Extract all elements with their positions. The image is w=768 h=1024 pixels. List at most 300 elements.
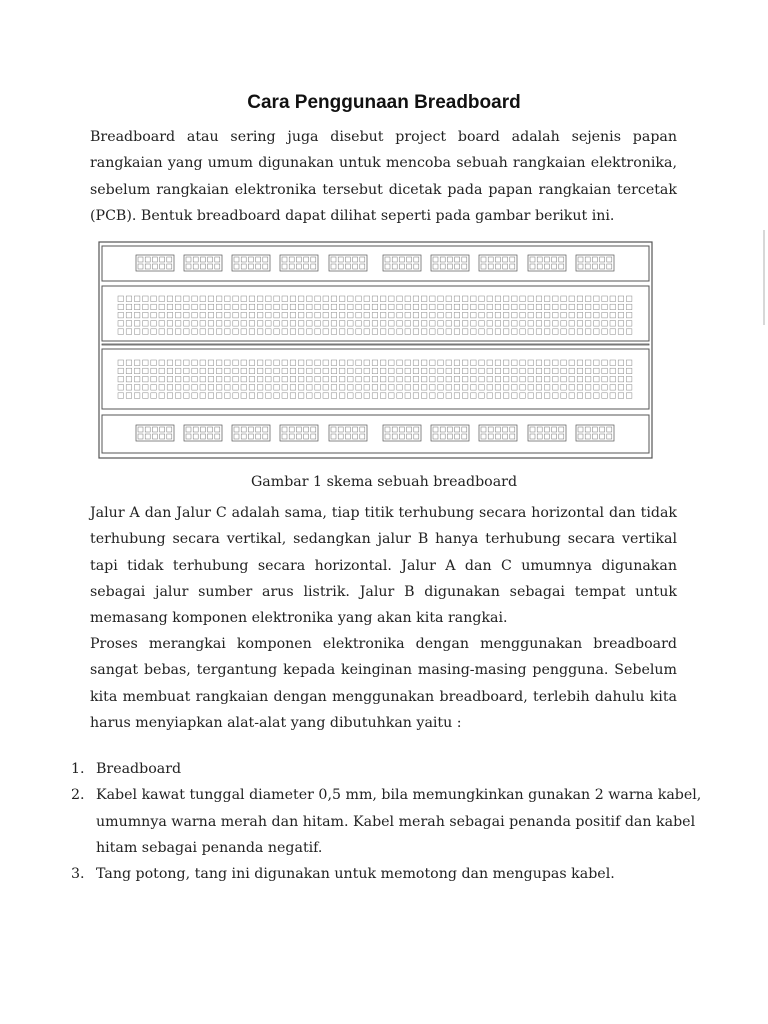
terminal-hole [323, 376, 329, 382]
terminal-hole [389, 304, 395, 310]
terminal-hole [331, 312, 337, 318]
terminal-hole [249, 321, 255, 327]
terminal-hole [520, 368, 526, 374]
terminal-hole [520, 385, 526, 391]
terminal-hole [192, 321, 198, 327]
terminal-hole [225, 296, 231, 302]
terminal-hole [257, 304, 263, 310]
rail-hole [193, 427, 198, 432]
terminal-hole [200, 393, 206, 399]
terminal-hole [118, 321, 124, 327]
terminal-hole [184, 376, 190, 382]
terminal-hole [241, 304, 247, 310]
terminal-hole [372, 385, 378, 391]
terminal-hole [421, 296, 427, 302]
rail-hole [488, 427, 493, 432]
terminal-hole [618, 360, 624, 366]
terminal-hole [520, 312, 526, 318]
rail-hole [544, 434, 549, 439]
terminal-hole [225, 376, 231, 382]
terminal-hole [290, 304, 296, 310]
terminal-hole [339, 376, 345, 382]
terminal-hole [331, 393, 337, 399]
terminal-hole [331, 329, 337, 335]
terminal-hole [553, 304, 559, 310]
rail-hole [289, 434, 294, 439]
terminal-hole [241, 360, 247, 366]
rail-hole [407, 434, 412, 439]
terminal-hole [323, 312, 329, 318]
rail-hole [338, 427, 343, 432]
terminal-hole [143, 329, 149, 335]
terminal-hole [561, 296, 567, 302]
terminal-hole [315, 304, 321, 310]
terminal-hole [536, 312, 542, 318]
rail-hole [248, 264, 253, 269]
terminal-hole [249, 296, 255, 302]
rail-hole [145, 427, 150, 432]
terminal-hole [389, 329, 395, 335]
terminal-hole [585, 360, 591, 366]
page-title: Cara Penggunaan Breadboard [247, 92, 521, 113]
terminal-hole [126, 312, 132, 318]
terminal-hole [462, 368, 468, 374]
terminal-hole [462, 360, 468, 366]
rail-hole [530, 257, 535, 262]
terminal-hole [184, 385, 190, 391]
terminal-hole [282, 296, 288, 302]
terminal-hole [610, 385, 616, 391]
terminal-hole [339, 368, 345, 374]
terminal-hole [602, 385, 608, 391]
terminal-hole [274, 329, 280, 335]
terminal-hole [225, 329, 231, 335]
terminal-hole [339, 304, 345, 310]
terminal-hole [544, 329, 550, 335]
terminal-hole [487, 296, 493, 302]
terminal-hole [389, 360, 395, 366]
terminal-hole [323, 368, 329, 374]
terminal-hole [290, 360, 296, 366]
rail-hole [241, 427, 246, 432]
rail-hole [585, 257, 590, 262]
terminal-hole [536, 321, 542, 327]
terminal-hole [405, 376, 411, 382]
rail-hole [537, 264, 542, 269]
rail-hole [353, 427, 358, 432]
rail-hole [592, 427, 597, 432]
terminal-hole [331, 385, 337, 391]
terminal-hole [167, 329, 173, 335]
rail-hole [208, 257, 213, 262]
rail-hole [215, 427, 220, 432]
terminal-hole [241, 329, 247, 335]
rail-hole [160, 427, 165, 432]
terminal-hole [356, 360, 362, 366]
terminal-hole [134, 376, 140, 382]
terminal-hole [495, 321, 501, 327]
terminal-hole [184, 321, 190, 327]
terminal-hole [487, 304, 493, 310]
terminal-hole [553, 360, 559, 366]
terminal-hole [126, 329, 132, 335]
terminal-hole [274, 312, 280, 318]
rail-hole [215, 434, 220, 439]
terminal-hole [348, 312, 354, 318]
terminal-hole [200, 304, 206, 310]
rail-hole [385, 264, 390, 269]
terminal-hole [266, 296, 272, 302]
rail-hole [530, 427, 535, 432]
rail-hole [462, 264, 467, 269]
terminal-hole [569, 304, 575, 310]
terminal-hole [356, 376, 362, 382]
terminal-hole [225, 312, 231, 318]
terminal-hole [421, 329, 427, 335]
terminal-hole [397, 368, 403, 374]
rail-hole [495, 264, 500, 269]
terminal-hole [471, 321, 477, 327]
terminal-hole [626, 321, 632, 327]
terminal-hole [290, 312, 296, 318]
terminal-hole [503, 376, 509, 382]
terminal-hole [364, 312, 370, 318]
terminal-hole [315, 312, 321, 318]
terminal-hole [561, 393, 567, 399]
terminal-hole [380, 368, 386, 374]
rail-hole [488, 257, 493, 262]
terminal-hole [462, 376, 468, 382]
terminal-hole [577, 376, 583, 382]
terminal-hole [454, 385, 460, 391]
terminal-hole [397, 321, 403, 327]
terminal-hole [282, 368, 288, 374]
terminal-hole [389, 385, 395, 391]
terminal-hole [421, 376, 427, 382]
terminal-hole [479, 385, 485, 391]
terminal-hole [438, 296, 444, 302]
terminal-hole [208, 368, 214, 374]
terminal-hole [553, 385, 559, 391]
terminal-hole [175, 329, 181, 335]
terminal-hole [200, 296, 206, 302]
terminal-hole [413, 376, 419, 382]
terminal-hole [167, 360, 173, 366]
terminal-hole [348, 296, 354, 302]
terminal-hole [503, 321, 509, 327]
terminal-hole [225, 385, 231, 391]
terminal-hole [503, 329, 509, 335]
terminal-hole [479, 376, 485, 382]
terminal-hole [257, 321, 263, 327]
terminal-hole [126, 321, 132, 327]
terminal-hole [208, 360, 214, 366]
terminal-hole [282, 321, 288, 327]
rail-hole [186, 427, 191, 432]
rail-hole [392, 434, 397, 439]
terminal-hole [290, 385, 296, 391]
rail-hole [503, 434, 508, 439]
terminal-hole [479, 321, 485, 327]
terminal-hole [364, 393, 370, 399]
terminal-hole [569, 360, 575, 366]
terminal-hole [233, 312, 239, 318]
terminal-hole [577, 296, 583, 302]
rail-hole [385, 434, 390, 439]
terminal-hole [298, 312, 304, 318]
proses-paragraph: Proses merangkai komponen elektronika dengan menggunakan breadboard sangat bebas, tergantung kepada keinginan masing-masing pengguna. Sebelum kita membuat rangkaian dengan menggunakan breadboard, terlebih dahulu kita harus menyiapkan alat-alat yang dibutuhkan yaitu : [90, 636, 677, 731]
list-item [66, 782, 706, 861]
terminal-hole [307, 360, 313, 366]
terminal-hole [175, 321, 181, 327]
terminal-hole [208, 376, 214, 382]
terminal-hole [290, 296, 296, 302]
rail-hole [433, 264, 438, 269]
rail-hole [263, 427, 268, 432]
terminal-hole [208, 393, 214, 399]
rail-hole [481, 264, 486, 269]
terminal-hole [323, 304, 329, 310]
terminal-hole [200, 368, 206, 374]
terminal-hole [200, 385, 206, 391]
rail-hole [552, 434, 557, 439]
terminal-hole [274, 296, 280, 302]
terminal-hole [421, 393, 427, 399]
terminal-hole [585, 304, 591, 310]
rail-hole [186, 264, 191, 269]
terminal-hole [134, 296, 140, 302]
terminal-hole [151, 321, 157, 327]
rail-hole [407, 257, 412, 262]
terminal-hole [569, 385, 575, 391]
terminal-hole [216, 296, 222, 302]
terminal-hole [618, 393, 624, 399]
terminal-hole [118, 296, 124, 302]
terminal-hole [216, 304, 222, 310]
terminal-hole [307, 312, 313, 318]
rail-hole [433, 257, 438, 262]
terminal-hole [315, 393, 321, 399]
terminal-hole [405, 393, 411, 399]
terminal-hole [348, 304, 354, 310]
terminal-hole [282, 376, 288, 382]
terminal-hole [438, 385, 444, 391]
terminal-hole [192, 368, 198, 374]
terminal-hole [126, 296, 132, 302]
rail-hole [552, 264, 557, 269]
terminal-hole [626, 329, 632, 335]
rail-hole [559, 434, 564, 439]
terminal-hole [143, 368, 149, 374]
rail-hole [152, 434, 157, 439]
rail-hole [360, 257, 365, 262]
terminal-hole [405, 304, 411, 310]
terminal-hole [315, 321, 321, 327]
terminal-hole [143, 312, 149, 318]
rail-hole [289, 427, 294, 432]
terminal-hole [454, 393, 460, 399]
terminal-hole [380, 321, 386, 327]
terminal-hole [159, 368, 165, 374]
terminal-hole [151, 360, 157, 366]
terminal-hole [364, 329, 370, 335]
rail-hole [392, 264, 397, 269]
terminal-hole [323, 393, 329, 399]
terminal-hole [553, 329, 559, 335]
terminal-hole [233, 304, 239, 310]
terminal-hole [446, 385, 452, 391]
terminal-hole [544, 321, 550, 327]
rail-hole [447, 434, 452, 439]
rail-hole [304, 257, 309, 262]
terminal-hole [397, 329, 403, 335]
terminal-hole [348, 329, 354, 335]
terminal-hole [298, 329, 304, 335]
terminal-hole [143, 393, 149, 399]
terminal-hole [495, 304, 501, 310]
rail-hole [215, 257, 220, 262]
rail-hole [304, 427, 309, 432]
terminal-hole [208, 304, 214, 310]
terminal-hole [348, 368, 354, 374]
terminal-hole [167, 321, 173, 327]
terminal-hole [290, 329, 296, 335]
terminal-hole [561, 321, 567, 327]
rail-hole [145, 264, 150, 269]
rail-hole [385, 257, 390, 262]
terminal-hole [602, 296, 608, 302]
terminal-hole [430, 393, 436, 399]
terminal-hole [331, 304, 337, 310]
terminal-hole [520, 321, 526, 327]
terminal-hole [339, 321, 345, 327]
rail-hole [510, 427, 515, 432]
terminal-hole [241, 376, 247, 382]
rail-hole [503, 264, 508, 269]
terminal-hole [602, 376, 608, 382]
terminal-hole [274, 321, 280, 327]
terminal-hole [462, 312, 468, 318]
terminal-hole [241, 321, 247, 327]
terminal-hole [184, 312, 190, 318]
terminal-hole [356, 385, 362, 391]
terminal-hole [454, 368, 460, 374]
rail-hole [338, 434, 343, 439]
terminal-hole [167, 368, 173, 374]
rail-hole [399, 427, 404, 432]
terminal-hole [134, 368, 140, 374]
rail-hole [138, 427, 143, 432]
terminal-hole [561, 329, 567, 335]
terminal-hole [585, 393, 591, 399]
rail-hole [414, 264, 419, 269]
rail-hole [193, 257, 198, 262]
list-item-text: Breadboard [96, 761, 182, 777]
terminal-hole [364, 296, 370, 302]
rail-hole [399, 257, 404, 262]
terminal-hole [618, 376, 624, 382]
terminal-hole [175, 296, 181, 302]
terminal-hole [479, 304, 485, 310]
terminal-hole [479, 296, 485, 302]
terminal-hole [216, 368, 222, 374]
terminal-hole [413, 360, 419, 366]
terminal-hole [331, 368, 337, 374]
terminal-hole [348, 321, 354, 327]
terminal-hole [372, 304, 378, 310]
terminal-hole [471, 360, 477, 366]
terminal-hole [298, 368, 304, 374]
terminal-hole [610, 329, 616, 335]
terminal-hole [389, 368, 395, 374]
rail-hole [234, 264, 239, 269]
terminal-hole [175, 376, 181, 382]
terminal-hole [298, 376, 304, 382]
list-item [66, 861, 706, 887]
rail-hole [160, 264, 165, 269]
terminal-hole [225, 368, 231, 374]
terminal-hole [471, 312, 477, 318]
terminal-hole [594, 312, 600, 318]
terminal-hole [151, 376, 157, 382]
rail-hole [241, 264, 246, 269]
terminal-hole [364, 385, 370, 391]
terminal-hole [159, 360, 165, 366]
terminal-hole [233, 368, 239, 374]
terminal-hole [298, 393, 304, 399]
terminal-hole [233, 393, 239, 399]
terminal-hole [520, 393, 526, 399]
terminal-hole [487, 329, 493, 335]
terminal-hole [577, 304, 583, 310]
terminal-hole [479, 393, 485, 399]
rail-hole [447, 257, 452, 262]
terminal-hole [315, 368, 321, 374]
terminal-hole [118, 304, 124, 310]
rail-hole [462, 434, 467, 439]
terminal-hole [430, 368, 436, 374]
terminal-hole [389, 393, 395, 399]
rail-hole [208, 427, 213, 432]
terminal-hole [241, 385, 247, 391]
rail-hole [607, 434, 612, 439]
terminal-hole [495, 360, 501, 366]
rail-hole [503, 257, 508, 262]
terminal-hole [495, 296, 501, 302]
rail-hole [200, 257, 205, 262]
terminal-hole [274, 385, 280, 391]
rail-hole [152, 264, 157, 269]
rail-hole [234, 427, 239, 432]
rail-hole [296, 257, 301, 262]
terminal-hole [577, 368, 583, 374]
terminal-hole [413, 385, 419, 391]
terminal-hole [118, 360, 124, 366]
terminal-hole [175, 360, 181, 366]
terminal-hole [626, 368, 632, 374]
terminal-hole [315, 296, 321, 302]
rail-hole [537, 427, 542, 432]
terminal-hole [249, 393, 255, 399]
terminal-hole [331, 296, 337, 302]
terminal-hole [266, 385, 272, 391]
terminal-hole [151, 368, 157, 374]
terminal-hole [528, 329, 534, 335]
terminal-hole [438, 329, 444, 335]
terminal-hole [413, 296, 419, 302]
terminal-hole [200, 376, 206, 382]
rail-hole [256, 257, 261, 262]
